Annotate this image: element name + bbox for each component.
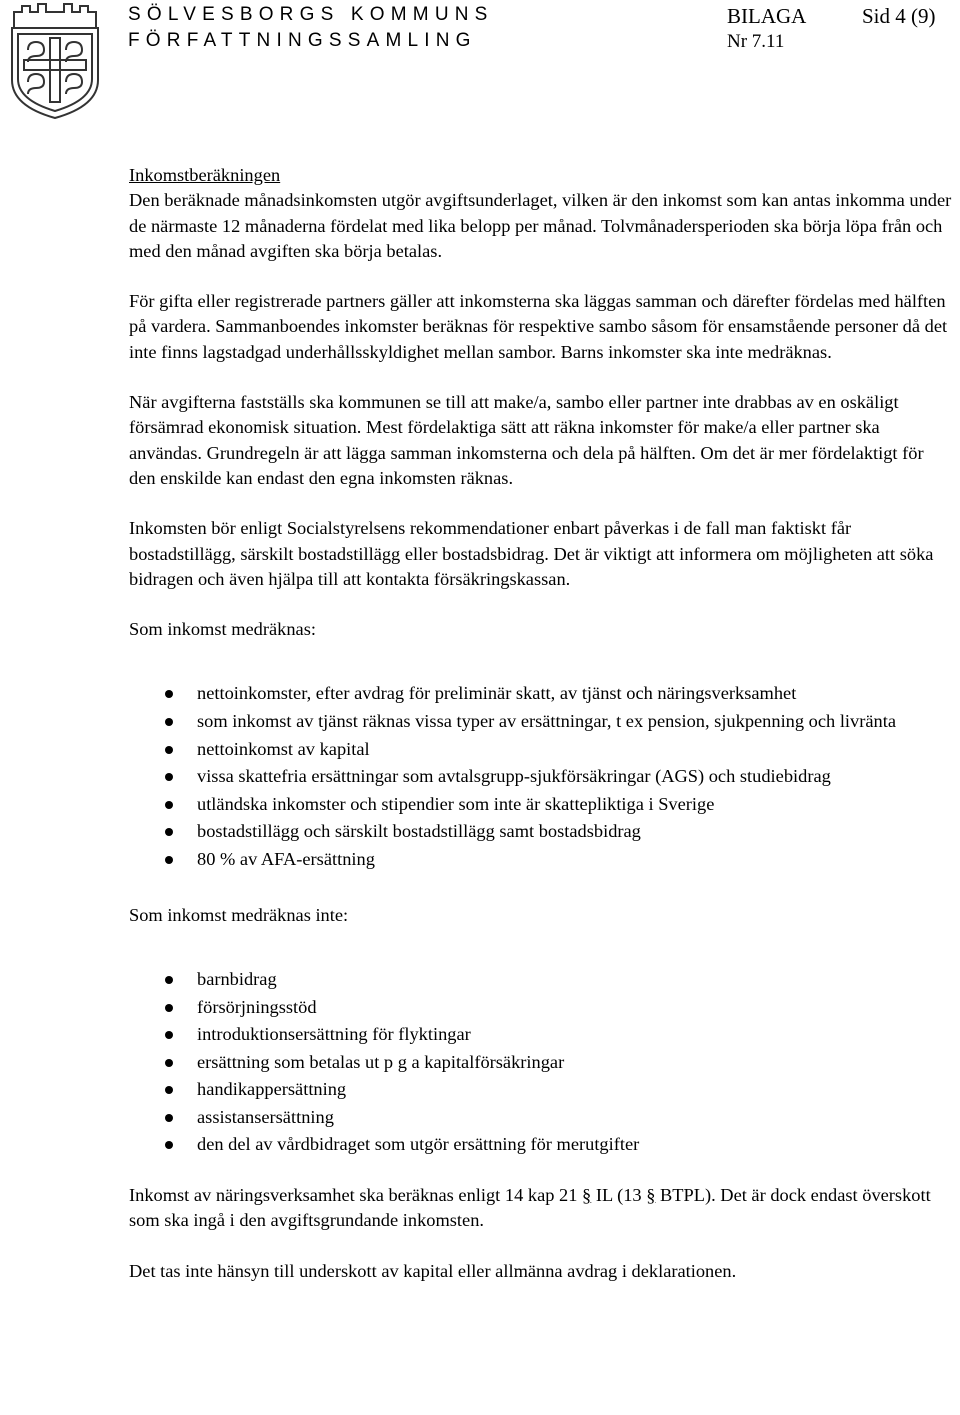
collection-name: FÖRFATTNINGSSAMLING (128, 30, 477, 51)
list-item: assistansersättning (129, 1104, 953, 1132)
list-item: introduktionsersättning för flyktingar (129, 1021, 953, 1049)
list-item: nettoinkomst av kapital (129, 736, 953, 764)
list-item: bostadstillägg och särskilt bostadstillägg samt bostadsbidrag (129, 818, 953, 846)
document-number: Nr 7.11 (727, 31, 785, 52)
excluded-list (129, 966, 953, 1159)
paragraph-3: När avgifterna fastställs ska kommunen se till att make/a, sambo eller partner inte drabbas av en oskäligt försämrad ekonomisk situation. Mest fördelaktiga sätt att räkna inkomster för make/a eller partner ska användas. Grundregeln är att lägga samman inkomsterna och dela på hälften. Om det är mer fördelaktigt för den enskilde kan endast den egna inkomsten räknas. (129, 392, 924, 488)
section-sign: § (646, 1185, 656, 1206)
crest-icon (6, 2, 104, 120)
section-heading: Inkomstberäkningen (129, 165, 281, 185)
list-item: vissa skattefria ersättningar som avtalsgrupp-sjukförsäkringar (AGS) och studiebidrag (129, 763, 953, 791)
list-item: den del av vårdbidraget som utgör ersättning för merutgifter (129, 1131, 953, 1159)
paragraph-2: För gifta eller registrerade partners gäller att inkomsterna ska läggas samman och därefter fördelas med hälften på vardera. Sammanboendes inkomster beräknas för respektive sambo såsom för ensamstående personer då det inte finns lagstadgad underhållsskyldighet mellan sambor. Barns inkomster ska inte medräknas. (129, 291, 948, 362)
bilaga-label: BILAGA (727, 4, 807, 28)
list-item: ersättning som betalas ut p g a kapitalförsäkringar (129, 1049, 953, 1077)
list-item: nettoinkomster, efter avdrag för preliminär skatt, av tjänst och näringsverksamhet (129, 680, 953, 708)
paragraph-5-part-b: IL (13 (591, 1185, 647, 1206)
paragraph-4: Inkomsten bör enligt Socialstyrelsens rekommendationer enbart påverkas i de fall man faktiskt får bostadstillägg, särskilt bostadstillägg eller bostadsbidrag. Det är viktigt att informera om möjligheten att söka bidragen och även hjälpa till att kontakta försäkringskassan. (129, 518, 934, 589)
paragraph-5 (129, 1183, 953, 1234)
document-body (129, 163, 953, 1284)
list-item: utländska inkomster och stipendier som inte är skattepliktiga i Sverige (129, 791, 953, 819)
section-sign: § (582, 1185, 592, 1206)
paragraph-1: Den beräknade månadsinkomsten utgör avgiftsunderlaget, vilken är den inkomst som kan antas inkomma under de närmaste 12 månaderna fördelat med lika belopp per månad. Tolvmånadersperioden ska börja löpa från och med den månad avgiften ska börja betalas. (129, 190, 952, 261)
excluded-title: Som inkomst medräknas inte: (129, 904, 349, 925)
paragraph-5-part-c: BTPL). Det är dock endast överskott som ska ingå i den avgiftsgrundande inkomsten. (129, 1185, 931, 1231)
list-item: barnbidrag (129, 966, 953, 994)
list-item: 80 % av AFA-ersättning (129, 846, 953, 874)
list-item: försörjningsstöd (129, 994, 953, 1022)
paragraph-5-part-a: Inkomst av näringsverksamhet ska beräknas enligt 14 kap 21 (129, 1185, 583, 1206)
list-item: handikappersättning (129, 1076, 953, 1104)
org-name: SÖLVESBORGS KOMMUNS (128, 4, 494, 25)
included-title: Som inkomst medräknas: (129, 619, 316, 640)
paragraph-6: Det tas inte hänsyn till underskott av kapital eller allmänna avdrag i deklarationen. (129, 1260, 737, 1281)
list-item: som inkomst av tjänst räknas vissa typer av ersättningar, t ex pension, sjukpenning och livränta (129, 708, 953, 736)
page-number: Sid 4 (9) (862, 4, 936, 28)
included-list (129, 680, 953, 873)
